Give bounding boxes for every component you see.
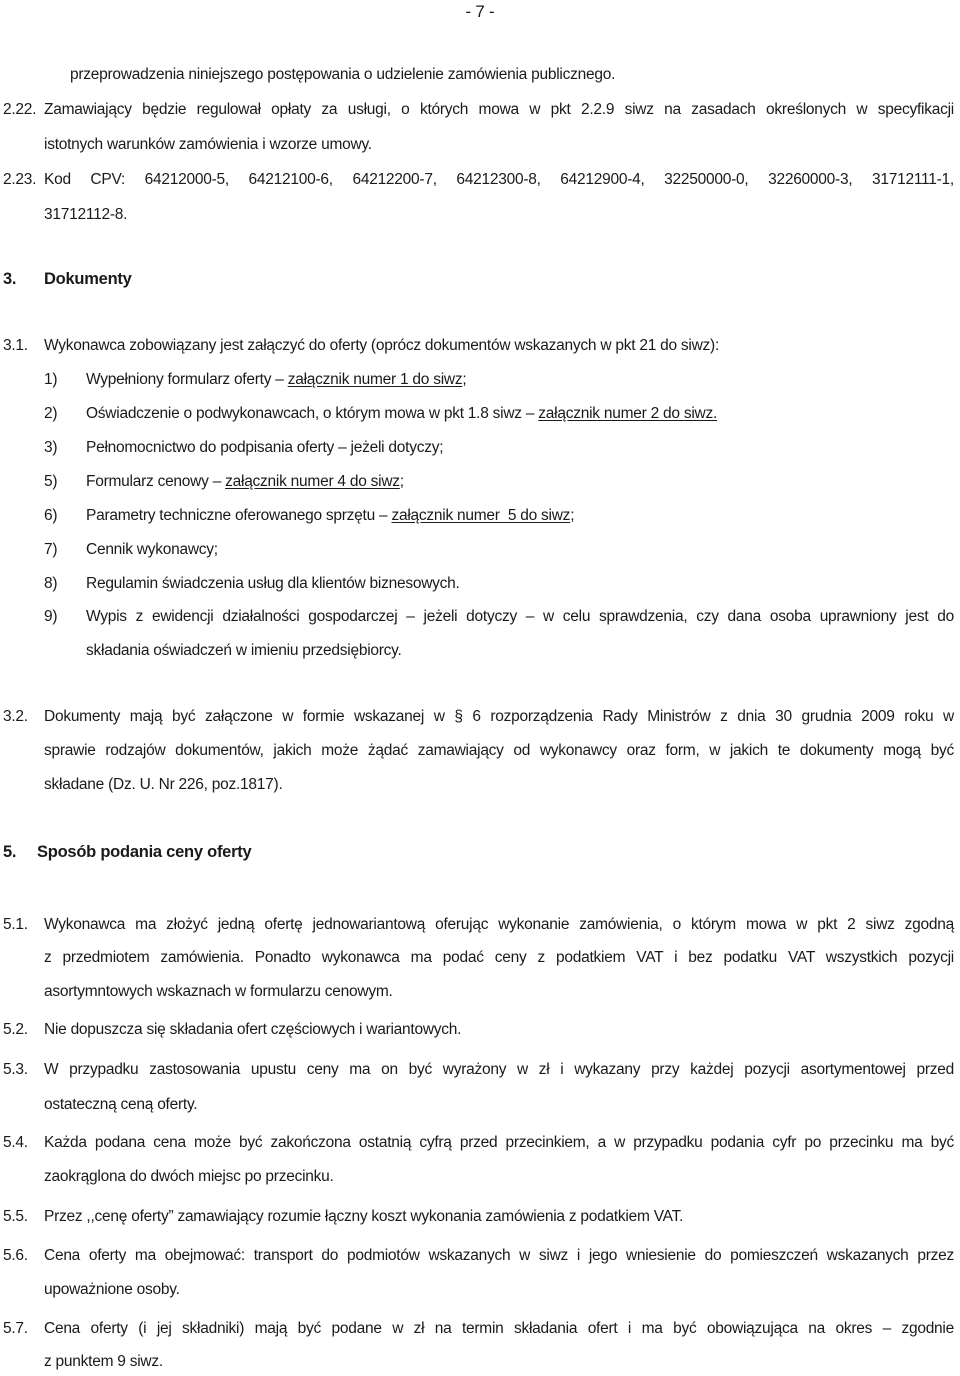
attachment-ref: załącznik numer 2 do siwz. [538, 405, 718, 422]
list-item-number: 9) [44, 608, 58, 625]
section-text-line: ostateczną ceną oferty. [44, 1096, 198, 1113]
section-text-line: sprawie rodzajów dokumentów, jakich może żądać zamawiający od wykonawcy oraz form, w jakich te dokumenty mogą być [44, 742, 954, 759]
section-number: 5.1. [3, 916, 28, 933]
section-text-line: Przez ,,cenę oferty” zamawiający rozumie łączny koszt wykonania zamówienia z podatkiem VAT. [44, 1208, 684, 1225]
heading-number: 3. [3, 270, 17, 288]
section-text-line: Cena oferty ma obejmować: transport do podmiotów wskazanych w siwz i jego wniesienie do pomieszczeń wskazanych przez [44, 1247, 954, 1264]
section-number: 5.7. [3, 1320, 28, 1337]
heading-number: 5. [3, 843, 17, 861]
section-text-line: z punktem 9 siwz. [44, 1353, 163, 1370]
cpv-codes-line: Kod CPV: 64212000-5, 64212100-6, 64212200-7, 64212300-8, 64212900-4, 32250000-0, 32260000-3, 31712111-1, [44, 171, 954, 188]
heading-sposob-podania-ceny: Sposób podania ceny oferty [37, 843, 252, 861]
page-number: - 7 - [465, 2, 495, 21]
list-item-number: 8) [44, 575, 58, 592]
list-item-text: Wypis z ewidencji działalności gospodarczej – jeżeli dotyczy – w celu sprawdzenia, czy dana osoba uprawniony jest do [86, 608, 954, 625]
section-number: 2.23. [3, 171, 37, 188]
attachment-ref: załącznik numer 5 do siwz [391, 507, 571, 524]
list-item-number: 5) [44, 473, 58, 490]
section-text-line: W przypadku zastosowania upustu ceny ma on być wyrażony w zł i wykazany przy każdej pozycji asortymentowej przed [44, 1061, 954, 1078]
section-number: 5.5. [3, 1208, 28, 1225]
section-text-line: asortymntowych wskaznach w formularzu cenowym. [44, 983, 393, 1000]
list-item-text: Parametry techniczne oferowanego sprzętu – załącznik numer 5 do siwz; [86, 507, 575, 524]
list-item-number: 6) [44, 507, 58, 524]
list-item-text: składania oświadczeń w imieniu przedsiębiorcy. [86, 642, 402, 659]
intro-line: przeprowadzenia niniejszego postępowania o udzielenie zamówienia publicznego. [70, 66, 616, 83]
list-item-text: Pełnomocnictwo do podpisania oferty – jeżeli dotyczy; [86, 439, 444, 456]
attachment-ref: załącznik numer 1 do siwz [287, 371, 463, 388]
section-text-line: Każda podana cena może być zakończona ostatnią cyfrą przed przecinkiem, a w przypadku podania cyfr po przecinku ma być [44, 1134, 954, 1151]
section-text-line: z przedmiotem zamówienia. Ponadto wykonawca ma podać ceny z podatkiem VAT i bez podatku VAT wszystkich pozycji [44, 949, 954, 966]
section-text-line: Wykonawca ma złożyć jedną ofertę jednowariantową oferując wykonanie zamówienia, o którym mowa w pkt 2 siwz zgodną [44, 916, 954, 933]
list-item-text: Oświadczenie o podwykonawcach, o którym mowa w pkt 1.8 siwz – załącznik numer 2 do siwz. [86, 405, 718, 422]
section-number: 2.22. [3, 101, 37, 118]
section-text-line: Dokumenty mają być załączone w formie wskazanej w § 6 rozporządzenia Rady Ministrów z dnia 30 grudnia 2009 roku w [44, 708, 954, 725]
section-number: 3.2. [3, 708, 28, 725]
list-item-text: Cennik wykonawcy; [86, 541, 218, 558]
section-number: 5.6. [3, 1247, 28, 1264]
section-number: 5.4. [3, 1134, 28, 1151]
cpv-codes-line: 31712112-8. [44, 206, 128, 223]
list-item-text: Formularz cenowy – załącznik numer 4 do siwz; [86, 473, 404, 490]
list-item-number: 3) [44, 439, 58, 456]
attachment-ref: załącznik numer 4 do siwz [225, 473, 400, 490]
section-text-line: składane (Dz. U. Nr 226, poz.1817). [44, 776, 283, 793]
list-item-number: 2) [44, 405, 58, 422]
list-item-text: Regulamin świadczenia usług dla klientów biznesowych. [86, 575, 460, 592]
list-item-number: 1) [44, 371, 58, 388]
section-number: 5.2. [3, 1021, 28, 1038]
section-text-line: Zamawiający będzie regulował opłaty za usługi, o których mowa w pkt 2.2.9 siwz na zasadach określonych w specyfikacji [44, 101, 954, 118]
section-text-line: Nie dopuszcza się składania ofert częściowych i wariantowych. [44, 1021, 462, 1038]
section-text-line: istotnych warunków zamówienia i wzorze umowy. [44, 136, 372, 153]
heading-dokumenty: Dokumenty [44, 270, 132, 288]
section-text-line: Cena oferty (i jej składniki) mają być podane w zł na termin składania ofert i ma być obowiązująca na okres – zgodnie [44, 1320, 954, 1337]
list-item-number: 7) [44, 541, 58, 558]
section-text-line: upoważnione osoby. [44, 1281, 180, 1298]
section-text-line: Wykonawca zobowiązany jest załączyć do oferty (oprócz dokumentów wskazanych w pkt 21 do siwz): [44, 337, 720, 354]
section-number: 5.3. [3, 1061, 28, 1078]
section-text-line: zaokrąglona do dwóch miejsc po przecinku. [44, 1168, 334, 1185]
section-number: 3.1. [3, 337, 28, 354]
list-item-text: Wypełniony formularz oferty – załącznik numer 1 do siwz; [86, 371, 467, 388]
